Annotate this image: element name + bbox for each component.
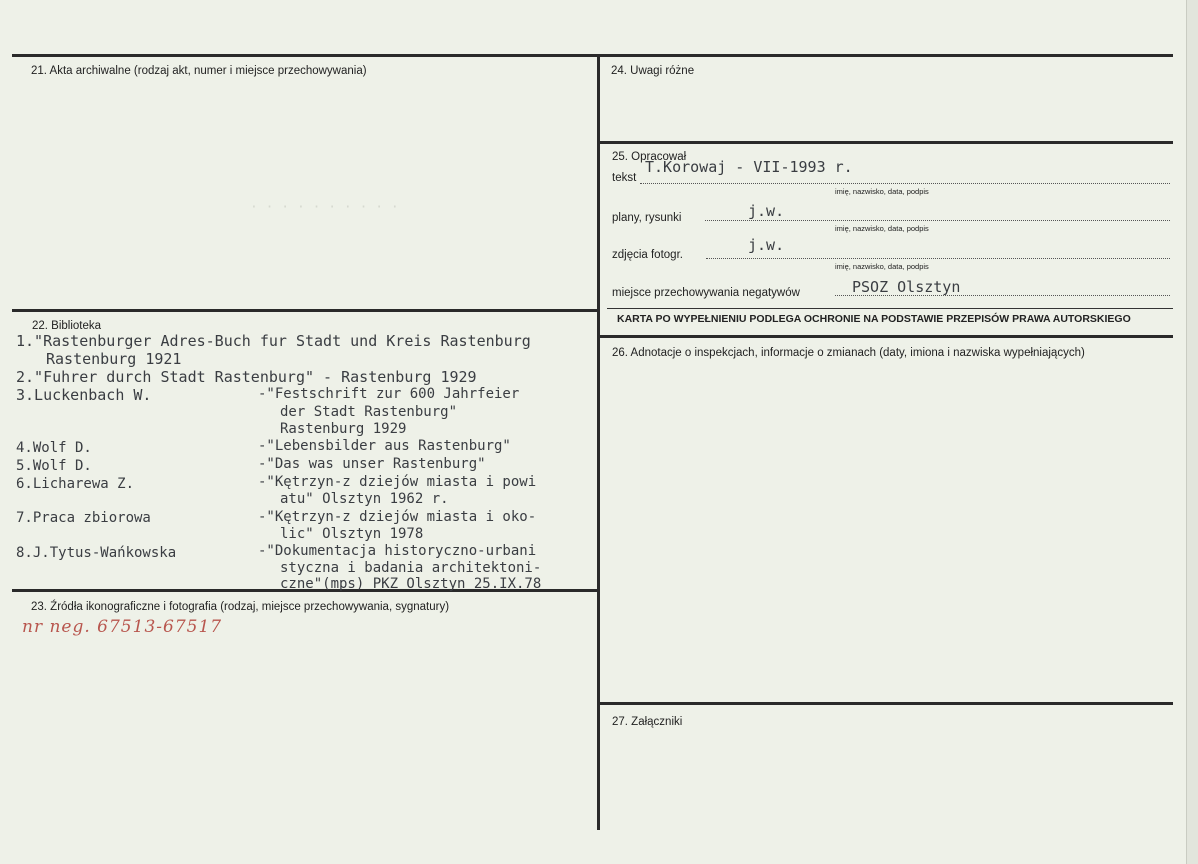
library-line: styczna i badania architektoni- <box>280 560 542 576</box>
library-line: Rastenburg 1929 <box>280 421 407 437</box>
library-line: atu" Olsztyn 1962 r. <box>280 491 449 507</box>
rule-24-25 <box>598 141 1173 144</box>
library-line: -"Das was unser Rastenburg" <box>258 456 486 472</box>
rule-21-22 <box>12 309 600 312</box>
zdjecia-caption: imię, nazwisko, data, podpis <box>835 262 929 271</box>
library-line: 1."Rastenburger Adres-Buch fur Stadt und Kreis Rastenburg <box>16 332 531 350</box>
zdjecia-label: zdjęcia fotogr. <box>612 249 683 261</box>
bleed-through-mark: · · · · · · · · · · <box>250 200 399 215</box>
tekst-line <box>640 183 1170 184</box>
section-27-label: 27. Załączniki <box>612 716 683 728</box>
copyright-notice: KARTA PO WYPEŁNIENIU PODLEGA OCHRONIE NA PODSTAWIE PRZEPISÓW PRAWA AUTORSKIEGO <box>617 313 1131 325</box>
zdjecia-line <box>706 258 1170 259</box>
miejsce-value: PSOZ Olsztyn <box>852 278 961 296</box>
library-line: 2."Fuhrer durch Stadt Rastenburg" - Rastenburg 1929 <box>16 368 477 386</box>
section-24-label: 24. Uwagi różne <box>611 65 695 77</box>
library-line: Rastenburg 1921 <box>46 350 182 368</box>
plany-value: j.w. <box>748 202 785 220</box>
center-divider <box>597 54 600 830</box>
section-21-label: 21. Akta archiwalne (rodzaj akt, numer i miejsce przechowywania) <box>31 65 367 77</box>
library-line: -"Kętrzyn-z dziejów miasta i powi <box>258 474 537 490</box>
library-line: -"Kętrzyn-z dziejów miasta i oko- <box>258 509 537 525</box>
plany-caption: imię, nazwisko, data, podpis <box>835 224 929 233</box>
library-line: -"Dokumentacja historyczno-urbani <box>258 543 537 559</box>
rule-25-26 <box>598 335 1173 338</box>
library-line: 6.Licharewa Z. <box>16 476 135 492</box>
tekst-label: tekst <box>612 172 637 184</box>
section-23-label: 23. Źródła ikonograficzne i fotografia (rodzaj, miejsce przechowywania, sygnatury) <box>31 601 450 613</box>
library-line: 3.Luckenbach W. <box>16 386 152 404</box>
plany-label: plany, rysunki <box>612 212 682 224</box>
handwritten-negative-numbers: nr neg. 67513-67517 <box>22 617 223 637</box>
library-line: 8.J.Tytus-Wańkowska <box>16 545 177 561</box>
rule-26-27 <box>598 702 1173 705</box>
card-edge <box>1186 0 1198 864</box>
library-line: 5.Wolf D. <box>16 458 92 474</box>
library-line: czne"(mps) PKZ Olsztyn 25.IX.78 <box>280 576 542 592</box>
library-line: -"Lebensbilder aus Rastenburg" <box>258 438 511 454</box>
miejsce-line <box>835 295 1170 296</box>
section-26-label: 26. Adnotacje o inspekcjach, informacje o zmianach (daty, imiona i nazwiska wypełniających) <box>612 347 1085 359</box>
library-line: 7.Praca zbiorowa <box>16 510 151 526</box>
miejsce-label: miejsce przechowywania negatywów <box>612 287 800 299</box>
tekst-caption: imię, nazwisko, data, podpis <box>835 187 929 196</box>
library-line: 4.Wolf D. <box>16 440 92 456</box>
library-line: lic" Olsztyn 1978 <box>280 526 424 542</box>
plany-line <box>705 220 1170 221</box>
zdjecia-value: j.w. <box>748 236 785 254</box>
tekst-value: T.Korowaj - VII-1993 r. <box>645 158 853 176</box>
library-line: der Stadt Rastenburg" <box>280 404 458 420</box>
section-25-label: 25. Opracował <box>612 151 687 163</box>
library-line: -"Festschrift zur 600 Jahrfeier <box>258 386 520 402</box>
section-22-label: 22. Biblioteka <box>32 320 102 332</box>
rule-notice <box>607 308 1173 309</box>
top-rule <box>12 54 1173 57</box>
